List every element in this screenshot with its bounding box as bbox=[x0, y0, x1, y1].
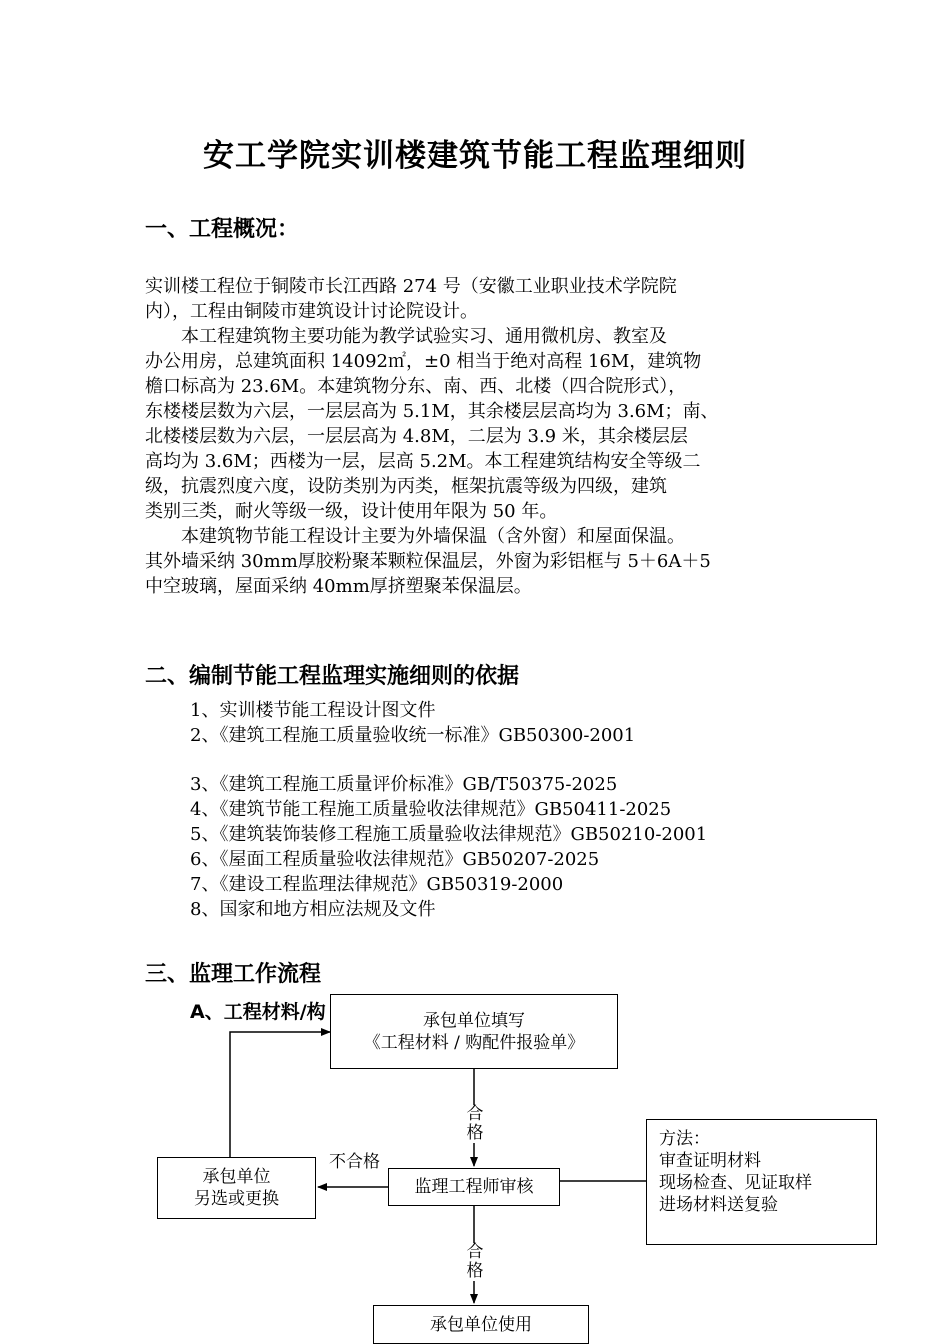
arrow-left-back-to-top bbox=[230, 1032, 330, 1157]
box-line: 承包单位 bbox=[202, 1167, 271, 1187]
section-heading-workflow: 三、监理工作流程 bbox=[145, 962, 322, 987]
text-line: 类别三类，耐火等级一级，设计使用年限为 50 年。 bbox=[145, 501, 558, 522]
flow-box-submit bbox=[330, 994, 618, 1069]
text-line: 级，抗震烈度六度，设防类别为丙类，框架抗震等级为四级，建筑 bbox=[145, 476, 667, 497]
label-pass-1: 合格 bbox=[466, 1104, 484, 1143]
box-line: 另选或更换 bbox=[194, 1189, 279, 1209]
basis-item: 1、实训楼节能工程设计图文件 bbox=[190, 700, 436, 721]
box-line: 监理工程师审核 bbox=[414, 1177, 534, 1197]
text-line: 东楼楼层数为六层，一层层高为 5.1M，其余楼层层高均为 3.6M；南、 bbox=[145, 401, 719, 422]
flow-box-review bbox=[388, 1168, 560, 1206]
text-line: 内），工程由铜陵市建筑设计讨论院设计。 bbox=[145, 301, 478, 322]
text-line: 檐口标高为 23.6M。本建筑物分东、南、西、北楼（四合院形式）， bbox=[145, 376, 687, 397]
basis-item: 4、《建筑节能工程施工质量验收法律规范》GB50411-2025 bbox=[190, 799, 672, 820]
flow-box-methods bbox=[646, 1119, 877, 1245]
text-line: 本建筑物节能工程设计主要为外墙保温（含外窗）和屋面保温。 bbox=[145, 526, 685, 547]
section-heading-basis: 二、编制节能工程监理实施细则的依据 bbox=[145, 664, 520, 689]
box-line: 现场检查、见证取样 bbox=[659, 1173, 812, 1193]
basis-item: 7、《建设工程监理法律规范》GB50319-2000 bbox=[190, 874, 564, 895]
box-line: 承包单位填写 bbox=[423, 1010, 525, 1031]
text-line: 高均为 3.6M；西楼为一层，层高 5.2M。本工程建筑结构安全等级二 bbox=[145, 451, 701, 472]
box-line: 《工程材料 / 购配件报验单》 bbox=[363, 1032, 585, 1053]
text-line: 实训楼工程位于铜陵市长江西路 274 号（安徽工业职业技术学院院 bbox=[145, 276, 677, 297]
text-line: 本工程建筑物主要功能为教学试验实习、通用微机房、教室及 bbox=[145, 326, 667, 347]
text-line: 中空玻璃，屋面采纳 40mm厚挤塑聚苯保温层。 bbox=[145, 576, 532, 597]
basis-item: 3、《建筑工程施工质量评价标准》GB/T50375-2025 bbox=[190, 774, 618, 795]
basis-item: 5、《建筑装饰装修工程施工质量验收法律规范》GB50210-2001 bbox=[190, 824, 708, 845]
box-line: 审查证明材料 bbox=[659, 1151, 761, 1171]
workflow-sub-heading: A、工程材料/构 bbox=[190, 1001, 326, 1023]
flow-box-use bbox=[373, 1305, 589, 1344]
text-line: 其外墙采纳 30mm厚胶粉聚苯颗粒保温层，外窗为彩铝框与 5＋6A＋5 bbox=[145, 551, 711, 572]
text-line: 北楼楼层数为六层，一层层高为 4.8M，二层为 3.9 米，其余楼层层 bbox=[145, 426, 688, 447]
flow-box-contractor-replace bbox=[157, 1157, 316, 1219]
basis-item: 6、《屋面工程质量验收法律规范》GB50207-2025 bbox=[190, 849, 600, 870]
page-title: 安工学院实训楼建筑节能工程监理细则 bbox=[203, 138, 747, 174]
text-line: 办公用房，总建筑面积 14092㎡，±0 相当于绝对高程 16M，建筑物 bbox=[145, 351, 702, 372]
basis-item: 2、《建筑工程施工质量验收统一标准》GB50300-2001 bbox=[190, 725, 636, 746]
label-pass-2: 合格 bbox=[466, 1242, 484, 1281]
section-heading-overview: 一、工程概况： bbox=[145, 217, 300, 242]
label-fail: 不合格 bbox=[329, 1152, 380, 1172]
box-line: 承包单位使用 bbox=[430, 1314, 532, 1335]
box-line: 方法： bbox=[659, 1129, 710, 1149]
box-line: 进场材料送复验 bbox=[659, 1195, 778, 1215]
basis-item: 8、国家和地方相应法规及文件 bbox=[190, 899, 436, 920]
